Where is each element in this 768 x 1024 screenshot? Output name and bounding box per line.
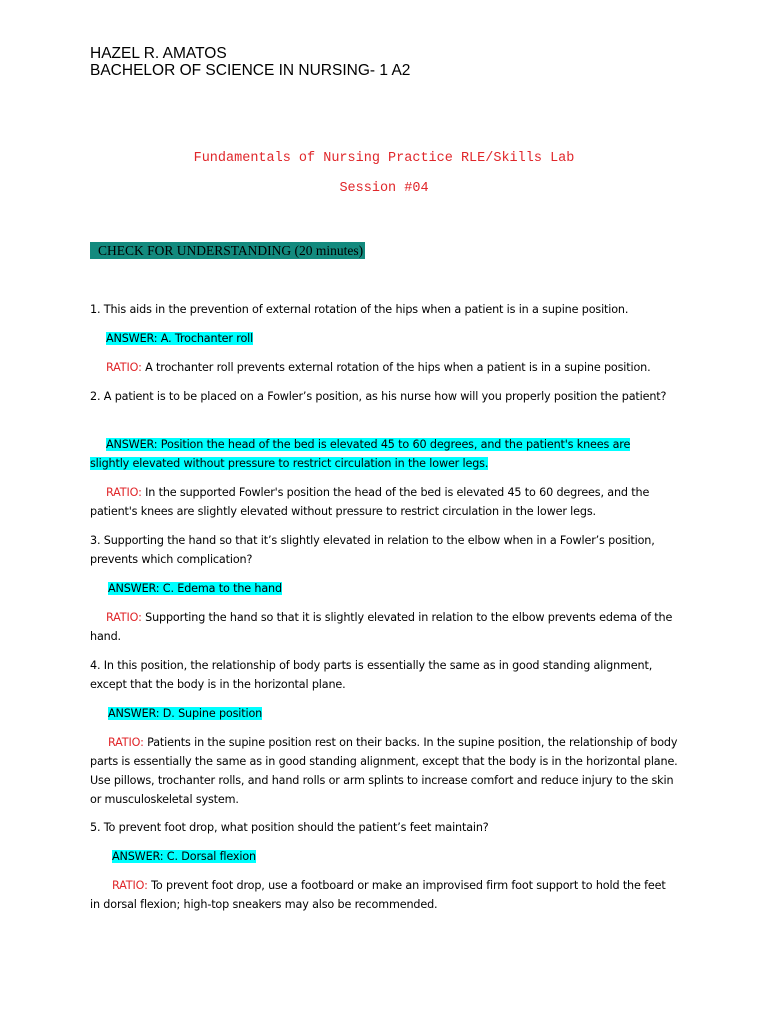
ratio-text: Patients in the supine position rest on their backs. In the supine position, the relationship of body parts is essentially the same as in good standing alignment, except that the body is in the horizontal plane. Use pillows, trochanter rolls, and hand rolls or arm splints to increase comfort and reduce injury to the skin or musculoskeletal system. [90, 736, 678, 806]
ratio-4 [90, 733, 678, 809]
ratio-text: In the supported Fowler's position the head of the bed is elevated 45 to 60 degrees, and the patient's knees are slightly elevated without pressure to restrict circulation in the lower legs. [90, 486, 650, 518]
ratio-label: RATIO: [108, 736, 144, 749]
student-program: BACHELOR OF SCIENCE IN NURSING- 1 A2 [90, 62, 411, 79]
student-name: HAZEL R. AMATOS [90, 45, 227, 62]
answer-highlight-line2: slightly elevated without pressure to restrict circulation in the lower legs. [90, 457, 489, 470]
ratio-1 [90, 358, 694, 377]
question-3: 3. Supporting the hand so that it’s slightly elevated in relation to the elbow when in a Fowler’s position, prevents which complication? [90, 534, 655, 566]
answer-1 [90, 329, 694, 348]
question-1: 1. This aids in the prevention of external rotation of the hips when a patient is in a supine position. [90, 303, 629, 316]
ratio-label: RATIO: [106, 611, 142, 624]
ratio-label: RATIO: [106, 361, 142, 374]
ratio-text: Supporting the hand so that it is slightly elevated in relation to the elbow prevents edema of the hand. [90, 611, 673, 643]
ratio-2 [90, 483, 678, 521]
question-2: 2. A patient is to be placed on a Fowler’s position, as his nurse how will you properly position the patient? [90, 390, 667, 403]
answer-highlight: ANSWER: D. Supine position [108, 707, 263, 720]
session-title: Session #04 [339, 181, 429, 196]
answer-highlight: ANSWER: C. Dorsal flexion [112, 850, 256, 863]
course-title: Fundamentals of Nursing Practice RLE/Skills Lab [193, 151, 575, 166]
answer-5 [90, 847, 700, 866]
answer-highlight: ANSWER: C. Edema to the hand [108, 582, 282, 595]
ratio-3 [90, 608, 678, 646]
ratio-text: To prevent foot drop, use a footboard or make an improvised firm foot support to hold the feet in dorsal flexion; high-top sneakers may also be recommended. [90, 879, 666, 911]
ratio-label: RATIO: [112, 879, 148, 892]
answer-3 [90, 579, 696, 598]
answer-highlight-line1: ANSWER: Position the head of the bed is elevated 45 to 60 degrees, and the patient's knees are [106, 438, 631, 451]
ratio-label: RATIO: [106, 486, 142, 499]
ratio-5 [90, 876, 678, 914]
question-4: 4. In this position, the relationship of body parts is essentially the same as in good standing alignment, except that the body is in the horizontal plane. [90, 659, 653, 691]
question-5: 5. To prevent foot drop, what position should the patient’s feet maintain? [90, 821, 489, 834]
student-header [90, 45, 410, 79]
answer-2 [90, 435, 678, 473]
ratio-text: A trochanter roll prevents external rotation of the hips when a patient is in a supine position. [145, 361, 651, 374]
answer-4 [90, 704, 696, 723]
section-heading: CHECK FOR UNDERSTANDING (20 minutes) [90, 242, 365, 259]
answer-highlight: ANSWER: A. Trochanter roll [106, 332, 254, 345]
